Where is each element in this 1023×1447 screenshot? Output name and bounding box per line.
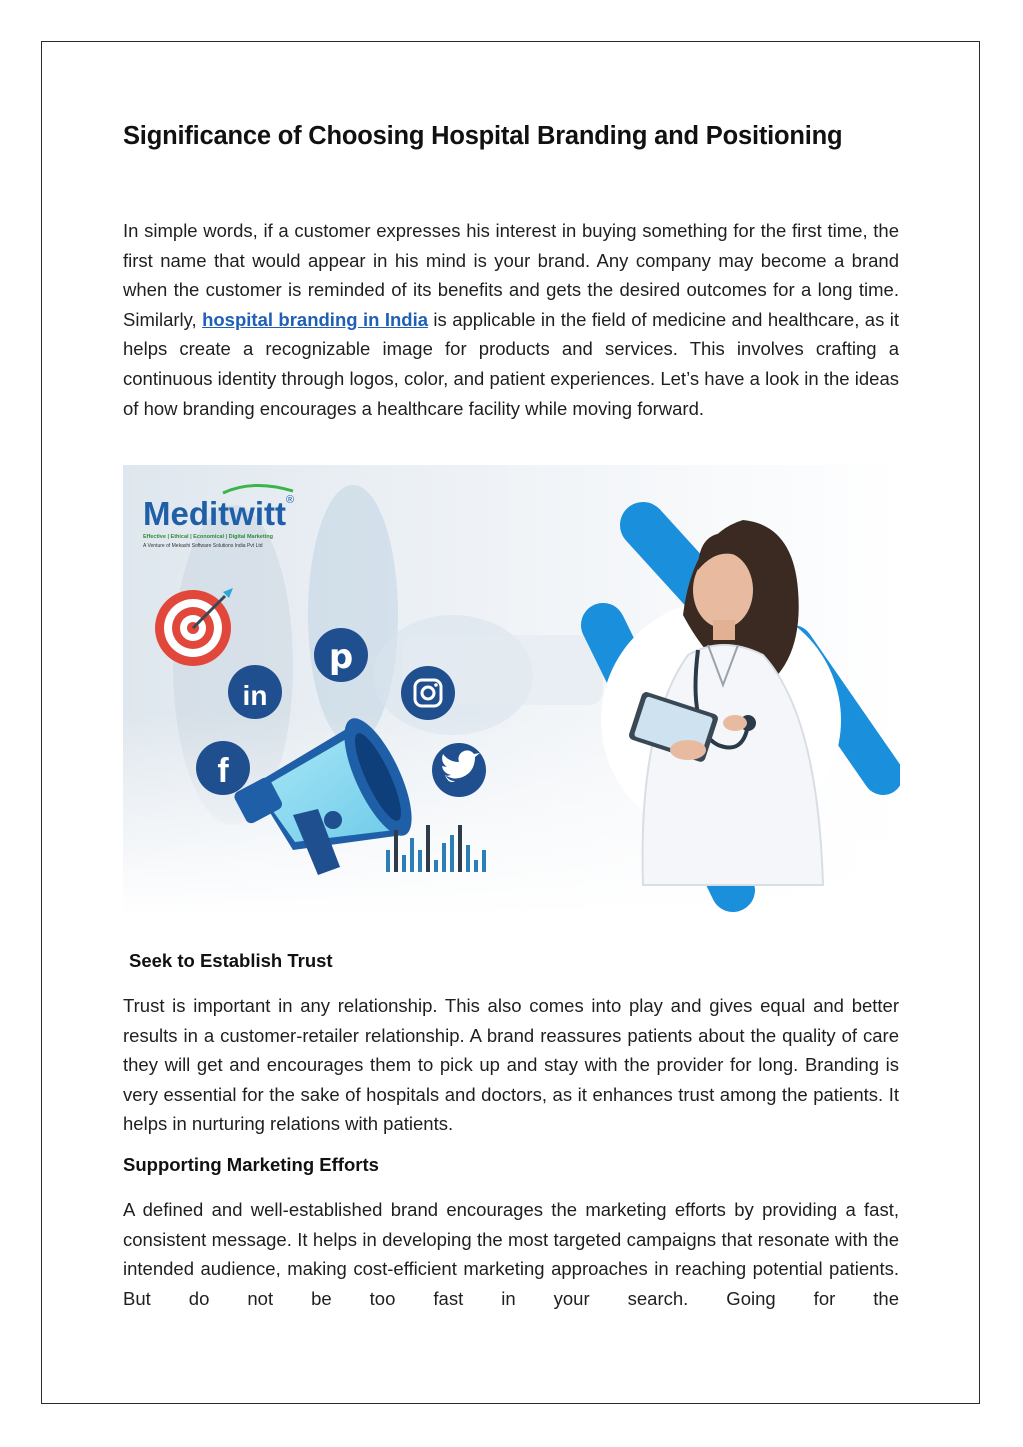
- intro-text-end: is applicable in the field of medicine and healthcare, as it helps create a recognizable image for products and services. This involves crafting a continuous identity through logos, color, and patient experiences. Let’s have a look in the ideas of how branding encourages a healthcare facility while moving forward.: [123, 308, 899, 419]
- pinterest-icon: [314, 628, 368, 682]
- svg-text:f: f: [217, 752, 229, 790]
- section-body-trust: Trust is important in any relationship. This also comes into play and gives equal and better results in a customer-retailer relationship. A brand reassures patients about the quality of care they will get and encourages them to pick up and stay with the provider for long. Branding is very essential for the sake of hospitals and doctors, as it enhances trust among the patients. It helps in nurturing relations with patients.: [123, 995, 899, 1135]
- intro-paragraph: [123, 216, 899, 423]
- svg-text:®: ®: [286, 494, 295, 506]
- logo-subtag: A Venture of Mekashi Software Solutions India Pvt Ltd: [143, 543, 263, 549]
- hero-illustration: [123, 465, 900, 916]
- section-trust-body-block: [123, 991, 899, 1139]
- meditwitt-logo: [143, 485, 294, 549]
- logo-tagline: Effective | Ethical | Economical | Digital Marketing: [143, 534, 273, 540]
- intro-paragraph-block: [123, 216, 899, 423]
- section-marketing-heading-block: [123, 1154, 899, 1176]
- section-heading-marketing: Supporting Marketing Efforts: [123, 1154, 379, 1175]
- facebook-icon: [196, 741, 250, 795]
- section-trust-heading-block: [129, 950, 905, 972]
- hero-graphic: [123, 465, 900, 916]
- instagram-icon: [401, 666, 455, 720]
- linkedin-icon: [228, 665, 282, 719]
- section-marketing-body-block: [123, 1195, 899, 1313]
- section-heading-trust: Seek to Establish Trust: [129, 950, 333, 971]
- svg-text:p: p: [328, 637, 354, 677]
- svg-text:in: in: [242, 680, 268, 711]
- hospital-branding-link[interactable]: hospital branding in India: [202, 308, 428, 330]
- page-title: Significance of Choosing Hospital Branding and Positioning: [123, 122, 843, 150]
- intro-text-start: In simple words, if a customer expresses his interest in buying something for the first time, the first name that would appear in his mind is your brand. Any company may become a brand when the customer is reminded of its benefits and gets the desired outcomes for a long time. Similarly,: [123, 220, 899, 330]
- logo-wordmark: Meditwitt: [143, 495, 286, 532]
- twitter-icon: [432, 743, 486, 797]
- section-body-marketing: A defined and well-established brand encourages the marketing efforts by providing a fast, consistent message. It helps in developing the most targeted campaigns that resonate with the intended audience, making cost-efficient marketing approaches in reaching potential patients. But do not be too fast in your search. Going for the: [123, 1199, 899, 1309]
